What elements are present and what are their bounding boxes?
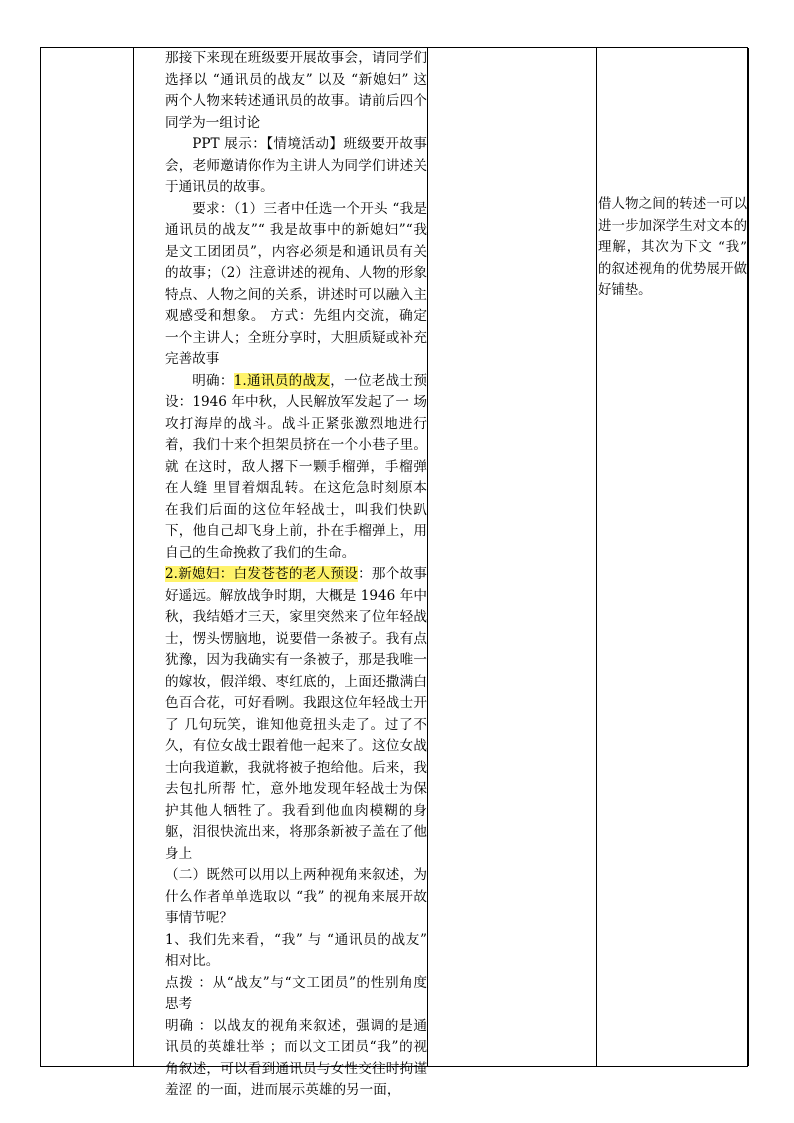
paragraph-answer-1: [165, 371, 427, 565]
paragraph-question: （二）既然可以用以上两种视角来叙述，为什么作者单单选取以 “我” 的视角来展开故事情节呢？: [165, 867, 427, 926]
answer-2-text: ：那个故事好遥远。解放战争时期，大概是 1946 年中秋，我结婚才三天，家里突然来了位年轻战士，愣头愣脑地，说要借一条被子。我有点犹豫，因为我确实有一条被子，那是我唯一的嫁妆，假洋缎、枣红底的，上面还撒满白色百合花，可好看咧。我跟这位年轻战士开了 几句玩笑，谁知他竟扭头走了。过了不久，有位女战士跟着他一起来了。这位女战士向我道歉，我就将被子抱给他。后来，我去包扎所帮 忙，意外地发现年轻战士为保护其他人牺牲了。我看到他血肉模糊的身躯，泪很快流出来，将那条新被子盖在了他身上: [165, 566, 427, 862]
paragraph-requirements: 要求：（1）三者中任选一个开头 “我是通讯员的战友”“ 我是故事中的新媳妇”“我是文工团团员”，内容必须是和通讯员有关的故事；（2）注意讲述的视角、人物的形象特点、人物之间的关系，讲述时可以融入主观感受和想象。 方式：先组内交流，确定一个主讲人；全班分享时，大胆质疑或补充完善故事: [165, 200, 427, 367]
teaching-process-cell: [165, 48, 427, 1102]
answer-label: 明确：: [192, 372, 234, 389]
paragraph-hint: 点拨 ：从“战友”与“文工团员”的性别角度思考: [165, 974, 427, 1012]
answer-1-text: ，一位老战士预设：1946 年中秋，人民解放军发起了一 场攻打海岸的战斗。战斗正紧张激烈地进行着，我们十来个担架员挤在一个小巷子里。就 在这时，敌人撂下一颗手榴弹，手榴弹在人缝 里冒着烟乱转。在这危急时刻原本在我们后面的这位年轻战士，叫我们快趴下，他自己却飞身上前，扑在手榴弹上，用自己的生命挽救了我们的生命。: [165, 372, 427, 561]
lesson-plan-table: [40, 47, 748, 1098]
paragraph-clarify: 明确 ：以战友的视角来叙述，强调的是通讯员的英雄壮举 ；而以文工团员“我”的视角叙述，可以看到通讯员与女性交往时拘谨羞涩 的一面，进而展示英雄的另一面，: [165, 1017, 427, 1098]
design-intent-cell: 借人物之间的转述一可以进一步加深学生对文本的理解，其次为下文 “我” 的叙述视角的优势展开做好铺垫。: [598, 197, 747, 298]
paragraph-answer-2: [165, 564, 427, 865]
column-divider: [596, 48, 597, 1066]
column-divider: [748, 48, 749, 1066]
paragraph-ppt: PPT 展示：【情境活动】班级要开故事会，老师邀请你作为主讲人为同学们讲述关于通讯员的故事。: [165, 136, 427, 195]
highlight-comrade: 1.通讯员的战友: [233, 372, 331, 389]
paragraph-compare: 1、我们先来看，“我” 与 “通讯员的战友” 相对比。: [165, 931, 427, 969]
column-divider: [133, 48, 134, 1066]
column-divider: [427, 48, 428, 1066]
highlight-bride: 2.新媳妇：白发苍苍的老人预设: [165, 566, 359, 582]
paragraph-intro: 那接下来现在班级要开展故事会，请同学们选择以 “通讯员的战友” 以及 “新媳妇” 这两个人物来转述通讯员的故事。请前后四个同学为一组讨论: [165, 50, 427, 131]
